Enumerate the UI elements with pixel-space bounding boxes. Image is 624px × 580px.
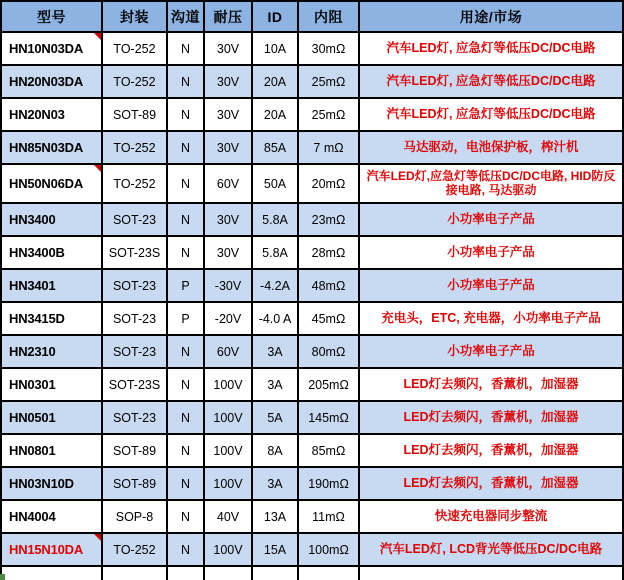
table-row	[2, 402, 624, 435]
col-header-channel: 沟道	[168, 2, 205, 33]
model-label: HN50N06DA	[9, 176, 84, 191]
model-label: HN10N03DA	[9, 41, 84, 56]
selection-handle	[0, 574, 5, 580]
channel-cell: P	[168, 303, 205, 336]
resistance-cell: 145mΩ	[299, 402, 360, 435]
col-header-model: 型号	[2, 2, 103, 33]
voltage-cell: 100V	[205, 468, 253, 501]
table-row	[2, 369, 624, 402]
model-cell	[2, 237, 103, 270]
voltage-cell: 30V	[205, 33, 253, 66]
usage-cell: 汽车LED灯,应急灯等低压DC/DC电路, HID防反接电路, 马达驱动	[360, 165, 624, 204]
current-cell: 85A	[253, 132, 299, 165]
table-row	[2, 270, 624, 303]
model-cell	[2, 501, 103, 534]
table-row	[2, 204, 624, 237]
model-label: HN03N10D	[9, 476, 74, 491]
usage-cell: 小功率电子产品	[360, 336, 624, 369]
model-label: HN3401	[9, 278, 56, 293]
model-cell	[2, 468, 103, 501]
model-label: HN15N10DA	[9, 542, 84, 557]
current-cell: 20A	[253, 99, 299, 132]
usage-cell: LED灯去频闪，香薰机，加湿器	[360, 369, 624, 402]
comment-marker-icon	[94, 165, 101, 172]
empty-cell	[103, 567, 168, 580]
usage-cell: 小功率电子产品	[360, 270, 624, 303]
model-label: HN85N03DA	[9, 140, 84, 155]
resistance-cell: 28mΩ	[299, 237, 360, 270]
model-cell	[2, 165, 103, 204]
resistance-cell: 30mΩ	[299, 33, 360, 66]
current-cell: -4.2A	[253, 270, 299, 303]
channel-cell: N	[168, 369, 205, 402]
current-cell: 5.8A	[253, 237, 299, 270]
model-label: HN0501	[9, 410, 56, 425]
empty-cell	[360, 567, 624, 580]
current-cell: 3A	[253, 468, 299, 501]
model-label: HN20N03	[9, 107, 65, 122]
comment-marker-icon	[94, 33, 101, 40]
header-row	[2, 2, 624, 33]
current-cell: 50A	[253, 165, 299, 204]
empty-cell	[205, 567, 253, 580]
voltage-cell: -30V	[205, 270, 253, 303]
model-label: HN4004	[9, 509, 56, 524]
resistance-cell: 48mΩ	[299, 270, 360, 303]
package-cell: TO-252	[103, 132, 168, 165]
resistance-cell: 85mΩ	[299, 435, 360, 468]
usage-cell: 小功率电子产品	[360, 237, 624, 270]
channel-cell: N	[168, 468, 205, 501]
model-label: HN0801	[9, 443, 56, 458]
voltage-cell: 30V	[205, 66, 253, 99]
package-cell: SOP-8	[103, 501, 168, 534]
resistance-cell: 23mΩ	[299, 204, 360, 237]
package-cell: SOT-23	[103, 402, 168, 435]
resistance-cell: 11mΩ	[299, 501, 360, 534]
package-cell: TO-252	[103, 165, 168, 204]
model-label: HN3400B	[9, 245, 65, 260]
resistance-cell: 190mΩ	[299, 468, 360, 501]
current-cell: 15A	[253, 534, 299, 567]
channel-cell: N	[168, 336, 205, 369]
channel-cell: N	[168, 132, 205, 165]
channel-cell: N	[168, 66, 205, 99]
col-header-id: ID	[253, 2, 299, 33]
table-body	[2, 33, 624, 567]
current-cell: 8A	[253, 435, 299, 468]
table-row	[2, 237, 624, 270]
voltage-cell: -20V	[205, 303, 253, 336]
col-header-voltage: 耐压	[205, 2, 253, 33]
table-row	[2, 33, 624, 66]
package-cell: TO-252	[103, 33, 168, 66]
table-row	[2, 303, 624, 336]
resistance-cell: 100mΩ	[299, 534, 360, 567]
table-row	[2, 99, 624, 132]
resistance-cell: 20mΩ	[299, 165, 360, 204]
table-row	[2, 534, 624, 567]
current-cell: -4.0 A	[253, 303, 299, 336]
usage-cell: 汽车LED灯, LCD背光等低压DC/DC电路	[360, 534, 624, 567]
table-row	[2, 132, 624, 165]
voltage-cell: 30V	[205, 204, 253, 237]
current-cell: 5.8A	[253, 204, 299, 237]
voltage-cell: 40V	[205, 501, 253, 534]
channel-cell: N	[168, 435, 205, 468]
usage-cell: 小功率电子产品	[360, 204, 624, 237]
current-cell: 3A	[253, 369, 299, 402]
model-cell	[2, 99, 103, 132]
current-cell: 3A	[253, 336, 299, 369]
resistance-cell: 7 mΩ	[299, 132, 360, 165]
table-row	[2, 468, 624, 501]
col-header-resistance: 内阻	[299, 2, 360, 33]
partial-next-row	[2, 567, 624, 580]
usage-cell: 快速充电器同步整流	[360, 501, 624, 534]
resistance-cell: 80mΩ	[299, 336, 360, 369]
model-cell	[2, 369, 103, 402]
usage-cell: LED灯去频闪，香薰机，加湿器	[360, 402, 624, 435]
model-label: HN3415D	[9, 311, 65, 326]
channel-cell: N	[168, 33, 205, 66]
model-label: HN0301	[9, 377, 56, 392]
package-cell: SOT-89	[103, 435, 168, 468]
model-cell	[2, 534, 103, 567]
channel-cell: N	[168, 237, 205, 270]
package-cell: SOT-23S	[103, 237, 168, 270]
usage-cell: LED灯去频闪，香薰机，加湿器	[360, 468, 624, 501]
usage-cell: LED灯去频闪，香薰机，加湿器	[360, 435, 624, 468]
empty-cell	[253, 567, 299, 580]
model-cell	[2, 402, 103, 435]
package-cell: SOT-23	[103, 270, 168, 303]
usage-cell: 马达驱动，电池保护板，榨汁机	[360, 132, 624, 165]
voltage-cell: 30V	[205, 132, 253, 165]
empty-cell	[299, 567, 360, 580]
channel-cell: N	[168, 99, 205, 132]
package-cell: TO-252	[103, 66, 168, 99]
package-cell: SOT-89	[103, 468, 168, 501]
resistance-cell: 25mΩ	[299, 99, 360, 132]
package-cell: SOT-23	[103, 204, 168, 237]
empty-cell	[2, 567, 103, 580]
voltage-cell: 60V	[205, 336, 253, 369]
voltage-cell: 30V	[205, 237, 253, 270]
channel-cell: N	[168, 165, 205, 204]
channel-cell: N	[168, 534, 205, 567]
package-cell: SOT-89	[103, 99, 168, 132]
usage-cell: 汽车LED灯, 应急灯等低压DC/DC电路	[360, 99, 624, 132]
col-header-usage: 用途/市场	[360, 2, 624, 33]
channel-cell: N	[168, 204, 205, 237]
table-row	[2, 336, 624, 369]
table-row	[2, 501, 624, 534]
usage-cell: 汽车LED灯, 应急灯等低压DC/DC电路	[360, 33, 624, 66]
voltage-cell: 100V	[205, 369, 253, 402]
current-cell: 5A	[253, 402, 299, 435]
model-cell	[2, 66, 103, 99]
model-cell	[2, 33, 103, 66]
channel-cell: P	[168, 270, 205, 303]
model-cell	[2, 270, 103, 303]
package-cell: SOT-23	[103, 336, 168, 369]
voltage-cell: 100V	[205, 402, 253, 435]
table-row	[2, 66, 624, 99]
package-cell: TO-252	[103, 534, 168, 567]
comment-marker-icon	[94, 534, 101, 541]
package-cell: SOT-23	[103, 303, 168, 336]
current-cell: 20A	[253, 66, 299, 99]
current-cell: 13A	[253, 501, 299, 534]
model-cell	[2, 435, 103, 468]
model-label: HN3400	[9, 212, 56, 227]
model-label: HN20N03DA	[9, 74, 84, 89]
model-cell	[2, 204, 103, 237]
empty-cell	[168, 567, 205, 580]
channel-cell: N	[168, 501, 205, 534]
voltage-cell: 100V	[205, 435, 253, 468]
table-row	[2, 165, 624, 204]
resistance-cell: 45mΩ	[299, 303, 360, 336]
model-label: HN2310	[9, 344, 56, 359]
usage-cell: 汽车LED灯, 应急灯等低压DC/DC电路	[360, 66, 624, 99]
table-row	[2, 435, 624, 468]
voltage-cell: 60V	[205, 165, 253, 204]
current-cell: 10A	[253, 33, 299, 66]
model-cell	[2, 303, 103, 336]
resistance-cell: 205mΩ	[299, 369, 360, 402]
col-header-package: 封装	[103, 2, 168, 33]
package-cell: SOT-23S	[103, 369, 168, 402]
resistance-cell: 25mΩ	[299, 66, 360, 99]
usage-cell: 充电头，ETC, 充电器，小功率电子产品	[360, 303, 624, 336]
voltage-cell: 30V	[205, 99, 253, 132]
model-cell	[2, 336, 103, 369]
channel-cell: N	[168, 402, 205, 435]
model-cell	[2, 132, 103, 165]
voltage-cell: 100V	[205, 534, 253, 567]
